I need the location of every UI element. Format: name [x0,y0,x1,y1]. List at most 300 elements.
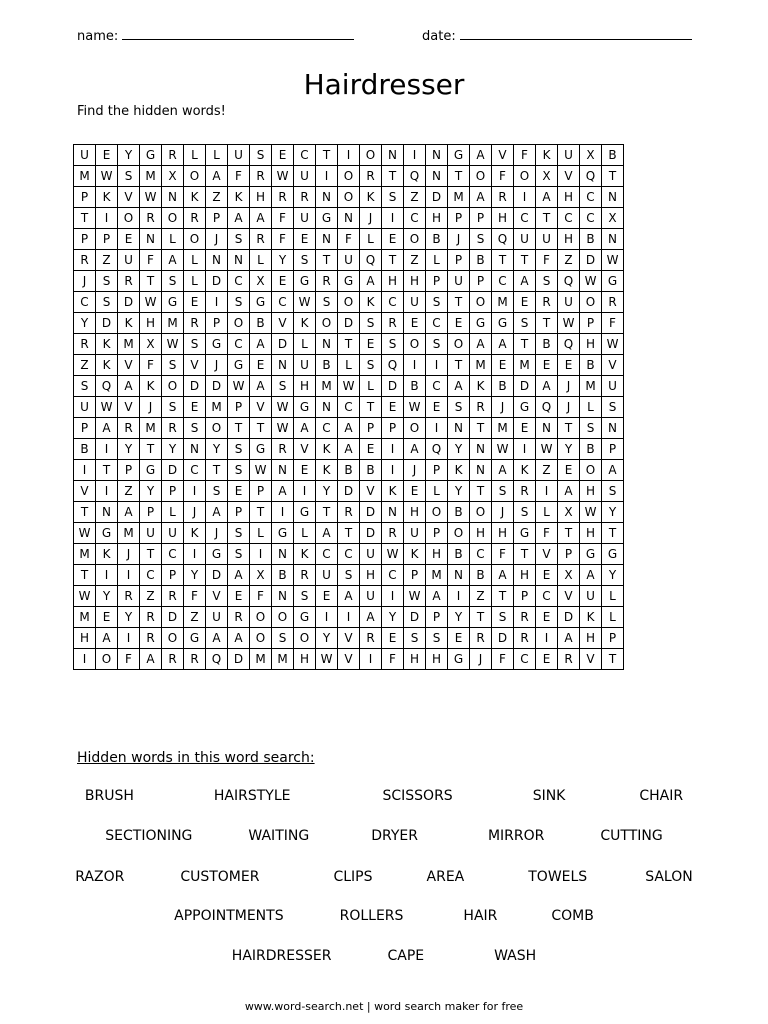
grid-cell: S [228,523,250,544]
grid-cell: S [162,355,184,376]
grid-cell: I [96,439,118,460]
grid-cell: F [338,229,360,250]
grid-cell: Q [360,250,382,271]
grid-row [74,271,624,292]
grid-cell: P [74,418,96,439]
grid-cell: P [448,250,470,271]
grid-cell: Y [118,439,140,460]
grid-cell: G [272,523,294,544]
grid-cell: E [514,292,536,313]
grid-cell: S [228,292,250,313]
grid-cell: J [206,229,228,250]
grid-cell: F [140,355,162,376]
grid-cell: T [206,460,228,481]
grid-cell: X [602,208,624,229]
grid-cell: K [580,607,602,628]
grid-cell: I [74,649,96,670]
grid-cell: T [382,166,404,187]
grid-cell: G [294,271,316,292]
grid-cell: S [426,292,448,313]
word-item: WASH [494,948,537,964]
grid-cell: Y [602,502,624,523]
grid-cell: H [558,187,580,208]
grid-cell: C [316,418,338,439]
grid-cell: W [272,418,294,439]
grid-cell: E [536,565,558,586]
grid-cell: Z [184,607,206,628]
grid-cell: U [558,292,580,313]
grid-cell: P [602,628,624,649]
grid-cell: Z [74,355,96,376]
grid-row [74,166,624,187]
grid-cell: E [404,313,426,334]
grid-cell: N [602,229,624,250]
grid-cell: K [360,292,382,313]
grid-cell: O [514,166,536,187]
grid-cell: D [514,376,536,397]
grid-cell: N [184,439,206,460]
grid-cell: R [184,208,206,229]
grid-cell: K [360,187,382,208]
grid-cell: E [294,229,316,250]
grid-cell: K [382,481,404,502]
word-item: SCISSORS [382,788,453,804]
grid-cell: E [448,628,470,649]
word-item: ROLLERS [339,908,404,924]
grid-cell: L [250,523,272,544]
grid-cell: W [74,523,96,544]
grid-cell: O [404,334,426,355]
grid-cell: T [470,607,492,628]
name-line [122,27,354,40]
grid-cell: R [294,187,316,208]
grid-cell: H [250,187,272,208]
grid-cell: U [360,544,382,565]
word-item: SINK [532,788,566,804]
word-item: COMB [551,908,594,924]
grid-cell: O [294,628,316,649]
grid-cell: Q [536,397,558,418]
grid-cell: I [426,418,448,439]
grid-cell: C [558,208,580,229]
word-item: HAIR [463,908,498,924]
grid-cell: S [96,292,118,313]
grid-cell: G [184,628,206,649]
grid-cell: O [96,649,118,670]
grid-cell: R [184,649,206,670]
grid-cell: O [272,607,294,628]
grid-cell: J [206,523,228,544]
grid-cell: A [228,565,250,586]
word-item: CUSTOMER [180,869,260,885]
grid-cell: N [448,418,470,439]
grid-cell: A [338,586,360,607]
word-item: SALON [645,869,693,885]
grid-row [74,586,624,607]
grid-cell: R [382,313,404,334]
grid-cell: L [338,355,360,376]
grid-cell: T [602,649,624,670]
grid-cell: R [558,649,580,670]
grid-cell: I [360,649,382,670]
grid-cell: S [228,439,250,460]
grid-cell: I [316,607,338,628]
grid-row [74,250,624,271]
grid-cell: U [162,523,184,544]
grid-cell: H [492,208,514,229]
grid-cell: R [118,271,140,292]
grid-cell: K [228,187,250,208]
grid-cell: B [536,334,558,355]
grid-cell: R [140,607,162,628]
grid-cell: R [338,502,360,523]
grid-cell: K [96,544,118,565]
grid-cell: R [360,166,382,187]
grid-cell: V [360,481,382,502]
grid-cell: B [470,250,492,271]
grid-cell: P [426,271,448,292]
grid-cell: A [118,376,140,397]
grid-cell: O [580,460,602,481]
grid-row [74,607,624,628]
grid-cell: W [140,292,162,313]
grid-cell: W [404,397,426,418]
grid-cell: M [74,607,96,628]
grid-cell: Y [184,565,206,586]
grid-cell: V [118,187,140,208]
grid-cell: G [514,523,536,544]
grid-cell: H [580,628,602,649]
grid-cell: S [118,166,140,187]
grid-cell: H [426,544,448,565]
grid-cell: L [184,145,206,166]
grid-cell: D [404,607,426,628]
grid-cell: I [184,481,206,502]
grid-cell: U [294,355,316,376]
grid-cell: O [162,376,184,397]
grid-cell: A [426,586,448,607]
grid-cell: M [426,565,448,586]
grid-cell: T [74,208,96,229]
grid-cell: M [74,166,96,187]
grid-cell: J [360,208,382,229]
grid-cell: C [338,544,360,565]
date-field [422,27,692,44]
grid-cell: U [316,565,338,586]
grid-cell: I [514,439,536,460]
grid-cell: A [250,208,272,229]
grid-cell: J [74,271,96,292]
grid-cell: P [404,565,426,586]
grid-cell: A [140,649,162,670]
grid-cell: F [492,166,514,187]
grid-cell: S [228,544,250,565]
grid-cell: S [602,397,624,418]
grid-cell: X [536,166,558,187]
grid-cell: E [558,460,580,481]
grid-cell: F [272,229,294,250]
grid-cell: V [250,397,272,418]
grid-cell: N [602,187,624,208]
grid-cell: W [602,334,624,355]
grid-cell: O [250,607,272,628]
grid-cell: K [184,523,206,544]
grid-cell: F [382,649,404,670]
grid-cell: N [96,502,118,523]
grid-cell: T [448,355,470,376]
grid-cell: I [448,586,470,607]
grid-cell: Q [382,355,404,376]
grid-cell: L [184,250,206,271]
grid-row [74,460,624,481]
grid-cell: R [536,292,558,313]
grid-cell: V [492,145,514,166]
grid-cell: I [426,355,448,376]
grid-cell: G [316,208,338,229]
grid-cell: C [272,292,294,313]
grid-cell: M [140,166,162,187]
grid-cell: R [118,586,140,607]
grid-cell: A [558,628,580,649]
grid-cell: I [96,565,118,586]
grid-cell: N [206,250,228,271]
grid-cell: I [382,460,404,481]
grid-cell: A [206,502,228,523]
grid-cell: C [382,292,404,313]
grid-cell: T [514,250,536,271]
grid-cell: B [602,145,624,166]
grid-cell: A [206,166,228,187]
grid-cell: H [470,523,492,544]
grid-cell: B [404,376,426,397]
grid-cell: Y [74,313,96,334]
grid-cell: K [96,355,118,376]
grid-cell: T [316,502,338,523]
word-item: CUTTING [600,828,663,844]
grid-cell: C [470,544,492,565]
grid-cell: O [470,166,492,187]
grid-cell: O [162,208,184,229]
grid-cell: W [492,439,514,460]
grid-cell: K [448,460,470,481]
grid-cell: Q [558,334,580,355]
grid-cell: I [118,628,140,649]
grid-cell: S [536,271,558,292]
grid-cell: F [228,166,250,187]
grid-cell: W [382,544,404,565]
grid-cell: M [118,523,140,544]
grid-cell: A [514,271,536,292]
grid-cell: D [338,481,360,502]
grid-cell: R [140,628,162,649]
grid-cell: G [206,544,228,565]
grid-cell: G [602,271,624,292]
grid-cell: G [514,397,536,418]
grid-cell: H [360,565,382,586]
grid-cell: K [294,544,316,565]
grid-cell: R [514,628,536,649]
grid-row [74,481,624,502]
grid-cell: Q [96,376,118,397]
grid-cell: L [536,502,558,523]
grid-cell: K [140,376,162,397]
grid-cell: T [140,271,162,292]
grid-cell: Y [382,607,404,628]
grid-cell: M [316,376,338,397]
grid-cell: U [294,208,316,229]
grid-cell: A [448,376,470,397]
grid-cell: B [580,229,602,250]
grid-cell: R [228,607,250,628]
grid-cell: T [536,313,558,334]
grid-cell: V [294,439,316,460]
grid-cell: W [272,166,294,187]
grid-cell: P [514,586,536,607]
grid-row [74,334,624,355]
grid-cell: R [382,523,404,544]
grid-cell: R [294,565,316,586]
grid-cell: W [228,376,250,397]
grid-cell: G [294,502,316,523]
grid-cell: A [162,250,184,271]
grid-cell: R [514,607,536,628]
grid-cell: C [294,145,316,166]
grid-cell: W [536,439,558,460]
grid-cell: T [338,334,360,355]
grid-cell: F [492,544,514,565]
grid-cell: P [426,460,448,481]
grid-cell: A [536,187,558,208]
grid-cell: Y [118,607,140,628]
grid-cell: N [272,544,294,565]
grid-cell: H [580,334,602,355]
grid-cell: E [382,397,404,418]
grid-cell: E [382,628,404,649]
grid-cell: O [404,418,426,439]
grid-cell: S [470,229,492,250]
grid-cell: O [206,418,228,439]
grid-cell: W [580,271,602,292]
grid-cell: W [294,292,316,313]
grid-cell: N [382,502,404,523]
grid-cell: A [404,439,426,460]
grid-cell: E [250,355,272,376]
grid-cell: Y [316,481,338,502]
grid-cell: U [228,145,250,166]
grid-cell: O [360,145,382,166]
grid-cell: S [360,355,382,376]
grid-cell: E [294,460,316,481]
grid-cell: R [250,166,272,187]
grid-cell: E [536,649,558,670]
grid-cell: M [74,544,96,565]
grid-cell: J [448,229,470,250]
grid-cell: O [162,628,184,649]
grid-cell: D [272,334,294,355]
grid-cell: G [448,649,470,670]
grid-cell: V [118,397,140,418]
grid-cell: G [140,145,162,166]
grid-cell: I [536,481,558,502]
grid-cell: E [96,145,118,166]
word-item: AREA [426,869,465,885]
grid-cell: F [272,208,294,229]
grid-cell: C [492,271,514,292]
grid-cell: A [228,208,250,229]
grid-cell: N [162,187,184,208]
grid-cell: A [558,481,580,502]
grid-cell: C [74,292,96,313]
grid-cell: Y [206,439,228,460]
grid-cell: S [206,481,228,502]
grid-cell: S [272,376,294,397]
grid-cell: M [580,376,602,397]
grid-cell: J [558,397,580,418]
grid-cell: V [558,586,580,607]
grid-cell: T [338,523,360,544]
grid-cell: N [470,439,492,460]
grid-cell: S [426,628,448,649]
grid-cell: T [382,250,404,271]
grid-cell: N [470,460,492,481]
grid-cell: I [184,544,206,565]
grid-cell: A [206,628,228,649]
grid-cell: Q [492,229,514,250]
grid-cell: C [426,313,448,334]
grid-cell: N [272,355,294,376]
grid-cell: B [338,460,360,481]
grid-cell: E [514,418,536,439]
grid-cell: P [602,439,624,460]
grid-cell: J [184,502,206,523]
grid-cell: S [580,418,602,439]
grid-cell: E [360,334,382,355]
grid-cell: S [514,313,536,334]
grid-cell: V [206,586,228,607]
instructions: Find the hidden words! [77,104,226,119]
word-item: MIRROR [487,828,545,844]
grid-cell: G [96,523,118,544]
grid-cell: D [206,565,228,586]
grid-cell: U [580,586,602,607]
grid-cell: P [74,229,96,250]
grid-cell: Y [96,586,118,607]
word-item: DRYER [371,828,418,844]
grid-cell: A [492,460,514,481]
grid-cell: Z [404,187,426,208]
grid-cell: O [338,166,360,187]
grid-cell: D [426,187,448,208]
grid-cell: A [272,481,294,502]
grid-cell: X [140,334,162,355]
grid-cell: K [118,313,140,334]
grid-cell: A [96,628,118,649]
word-item: CHAIR [639,788,684,804]
grid-cell: U [558,145,580,166]
grid-cell: U [294,166,316,187]
grid-cell: F [492,649,514,670]
grid-cell: T [514,334,536,355]
grid-cell: D [228,649,250,670]
grid-cell: B [492,376,514,397]
grid-cell: X [250,271,272,292]
grid-cell: N [426,145,448,166]
grid-cell: D [360,523,382,544]
grid-row [74,187,624,208]
grid-cell: H [558,229,580,250]
grid-cell: O [184,166,206,187]
grid-cell: I [96,481,118,502]
